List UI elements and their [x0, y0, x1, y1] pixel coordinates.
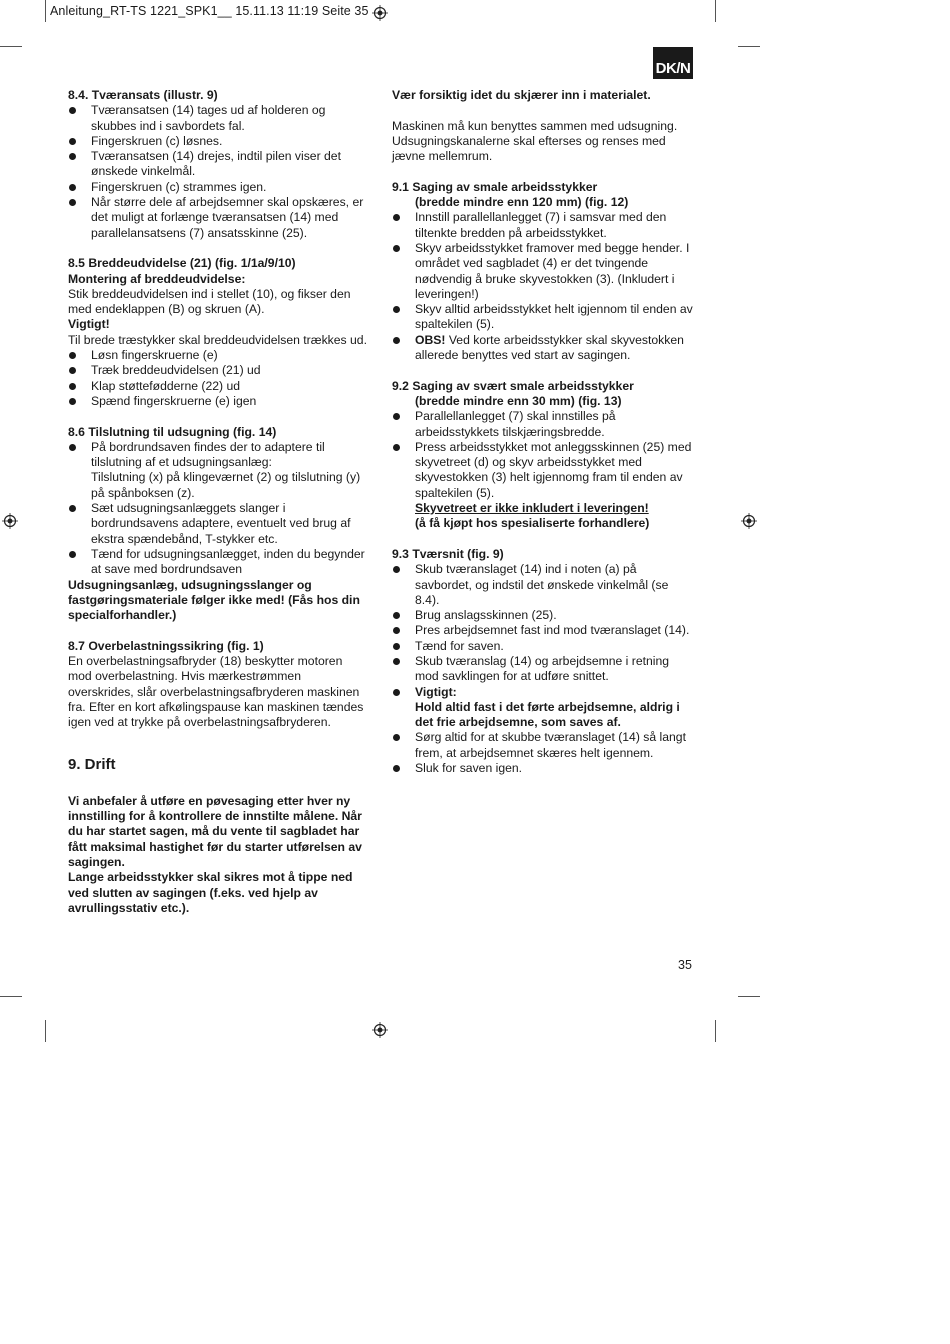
- paragraph: En overbelastningsafbryder (18) beskytter motoren mod overbelastning. Hvis mærkestrømmen overskrides, slår overbelastningsafbryderen maskinen fra. Efter en kort afkølingspause kan maskinen tændes igen ved at trykke på overbelastningsafbryderen.: [68, 653, 364, 730]
- print-slug: Anleitung_RT-TS 1221_SPK1__ 15.11.13 11:19 Seite 35: [50, 4, 369, 18]
- crop-mark: [738, 996, 760, 997]
- bullet-icon: [393, 643, 400, 650]
- list-item: Innstill parallellanlegget (7) i samsvar med den tiltenkte bredden på arbeidsstykket.: [392, 210, 694, 241]
- bullet-icon: [69, 444, 76, 451]
- left-column: [68, 88, 368, 916]
- registration-mark-icon: [2, 513, 18, 529]
- list-item: Sluk for saven igen.: [392, 761, 694, 776]
- list-item: Sæt udsugningsanlæggets slanger i bordrundsavens adaptere, eventuelt ved brug af ekstra spændebånd, T-stykker etc.: [68, 501, 368, 547]
- bullet-icon: [69, 505, 76, 512]
- bullet-icon: [69, 352, 76, 359]
- bullet-icon: [69, 138, 76, 145]
- note: (å få kjøpt hos spesialiserte forhandlere): [415, 516, 650, 531]
- bullet-icon: [69, 367, 76, 374]
- list-item: Træk breddeudvidelsen (21) ud: [68, 363, 368, 378]
- list-item: Tænd for saven.: [392, 639, 694, 654]
- page-number: 35: [678, 958, 692, 972]
- registration-mark-icon: [372, 5, 388, 21]
- bullet-icon: [69, 398, 76, 405]
- list-item: Tænd for udsugningsanlægget, inden du begynder at save med bordrundsaven: [68, 547, 368, 578]
- bullet-icon: [393, 627, 400, 634]
- list-item: Spænd fingerskruerne (e) igen: [68, 394, 368, 409]
- bullet-icon: [69, 184, 76, 191]
- bullet-icon: [393, 765, 400, 772]
- list-item: Brug anslagsskinnen (25).: [392, 608, 694, 623]
- section-title: 8.6 Tilslutning til udsugning (fig. 14): [68, 424, 277, 439]
- list-item: Fingerskruen (c) strammes igen.: [68, 180, 368, 195]
- bullet-icon: [393, 337, 400, 344]
- important-text: Hold altid fast i det førte arbejdsemne, aldrig i det frie arbejdsemne, som saves af.: [415, 699, 680, 730]
- bullet-icon: [69, 551, 76, 558]
- bullet-icon: [393, 245, 400, 252]
- note: Udsugningsanlæg, udsugningsslanger og fastgøringsmateriale følger ikke med! (Fås hos din specialforhandler.): [68, 577, 360, 623]
- language-badge: DK/N: [653, 47, 693, 79]
- important-label: Vigtigt!: [68, 317, 110, 332]
- list-item: Skub tværanslag (14) og arbejdsemne i retning mod savklingen for at udføre snittet.: [392, 654, 694, 685]
- bullet-icon: [393, 214, 400, 221]
- section-title: 9.3 Tværsnit (fig. 9): [392, 546, 504, 561]
- list-item: Skyv alltid arbeidsstykket helt igjennom til enden av spaltekilen (5).: [392, 302, 694, 333]
- bullet-icon: [69, 153, 76, 160]
- crop-mark: [0, 46, 22, 47]
- section-title: 8.7 Overbelastningssikring (fig. 1): [68, 638, 264, 653]
- list-item: Skyv arbeidsstykket framover med begge hender. I området ved sagbladet (4) er det tvingende nødvendig å bruke skyvestokken (3). (Inkludert i leveringen!): [392, 241, 694, 302]
- registration-mark-icon: [372, 1022, 388, 1038]
- section-title: 8.4. Tværansats (illustr. 9): [68, 88, 218, 102]
- bullet-icon: [393, 413, 400, 420]
- list-item: Parallellanlegget (7) skal innstilles på arbeidsstykkets tilskjæringsbredde.: [392, 409, 694, 440]
- list-item: Sørg altid for at skubbe tværanslaget (14) så langt frem, at arbejdsemnet skæres helt igennem.: [392, 730, 694, 761]
- bullet-icon: [69, 199, 76, 206]
- list-item: OBS! Ved korte arbeidsstykker skal skyvestokken allerede benyttes ved start av sagingen.: [392, 333, 694, 364]
- section-title: 9.1 Saging av smale arbeidsstykker: [392, 179, 598, 194]
- bullet-list: [68, 103, 368, 241]
- list-item: Løsn fingerskruerne (e): [68, 348, 368, 363]
- section-title: 9.2 Saging av svært smale arbeidsstykker: [392, 378, 634, 393]
- bullet-icon: [69, 383, 76, 390]
- section-subtitle: (bredde mindre enn 120 mm) (fig. 12): [415, 195, 629, 210]
- bullet-icon: [69, 107, 76, 114]
- crop-mark: [715, 1020, 716, 1042]
- crop-mark: [738, 46, 760, 47]
- list-item: Skub tværanslaget (14) ind i noten (a) på savbordet, og indstil det ønskede vinkelmål (se 8.4).: [392, 562, 694, 608]
- list-item: Fingerskruen (c) løsnes.: [68, 134, 368, 149]
- note-underlined: Skyvetreet er ikke inkludert i leveringen!: [415, 501, 649, 516]
- crop-mark: [715, 0, 716, 22]
- paragraph: Maskinen må kun benyttes sammen med udsugning. Udsugningskanalerne skal efterses og renses med jævne mellemrum.: [392, 118, 678, 164]
- list-item: Når større dele af arbejdsemner skal opskæres, er det muligt at forlænge tværansatsen (14) med parallelansatsens (7) ansatsskinne (25).: [68, 195, 368, 241]
- chapter-title: 9. Drift: [68, 755, 116, 773]
- warning: Vær forsiktig idet du skjærer inn i materialet.: [392, 88, 651, 102]
- section-subtitle: (bredde mindre enn 30 mm) (fig. 13): [415, 393, 622, 408]
- bullet-icon: [393, 612, 400, 619]
- right-column: [392, 88, 694, 776]
- paragraph: Stik breddeudvidelsen ind i stellet (10), og fikser den med endeklappen (B) og skruen (A).: [68, 286, 351, 317]
- crop-mark: [45, 0, 46, 22]
- crop-mark: [45, 1020, 46, 1042]
- list-item-continuation: Tilslutning (x) på klingeværnet (2) og tilslutning (y) på spånboksen (z).: [91, 470, 361, 500]
- bullet-icon: [393, 734, 400, 741]
- bullet-icon: [393, 658, 400, 665]
- section-title: 8.5 Breddeudvidelse (21) (fig. 1/1a/9/10): [68, 256, 296, 271]
- paragraph: Lange arbeidsstykker skal sikres mot å tippe ned ved slutten av sagingen (f.eks. ved hjelp av avrullingsstativ etc.).: [68, 870, 353, 915]
- bullet-icon: [393, 566, 400, 573]
- bullet-icon: [393, 306, 400, 313]
- list-item: Klap støttefødderne (22) ud: [68, 379, 368, 394]
- paragraph: Vi anbefaler å utføre en pøvesaging etter hver ny innstilling for å kontrollere de innstilte målene. Når du har startet sagen, må du vente til sagbladet har fått maksimal hastighet før du starter utførelsen av sagingen.: [68, 793, 362, 869]
- subheading: Montering af breddeudvidelse:: [68, 271, 246, 286]
- list-item: Tværansatsen (14) drejes, indtil pilen viser det ønskede vinkelmål.: [68, 149, 368, 180]
- list-item: Press arbeidsstykket mot anleggsskinnen (25) med skyvetreet (d) og skyv arbeidsstykket med skyvestokken (3) helt igjennomg fram til enden av spaltekilen (5).: [392, 440, 694, 501]
- bullet-list: [68, 348, 368, 409]
- paragraph: Til brede træstykker skal breddeudvidelsen trækkes ud.: [68, 332, 367, 347]
- bullet-icon: [393, 689, 400, 696]
- list-item: Vigtigt:: [392, 685, 694, 700]
- bullet-icon: [393, 444, 400, 451]
- registration-mark-icon: [741, 513, 757, 529]
- list-item: Tværansatsen (14) tages ud af holderen og skubbes ind i savbordets fal.: [68, 103, 368, 134]
- crop-mark: [0, 996, 22, 997]
- list-item: På bordrundsaven findes der to adaptere til tilslutning af et udsugningsanlæg:: [68, 440, 368, 471]
- list-item: Pres arbejdsemnet fast ind mod tværanslaget (14).: [392, 623, 694, 638]
